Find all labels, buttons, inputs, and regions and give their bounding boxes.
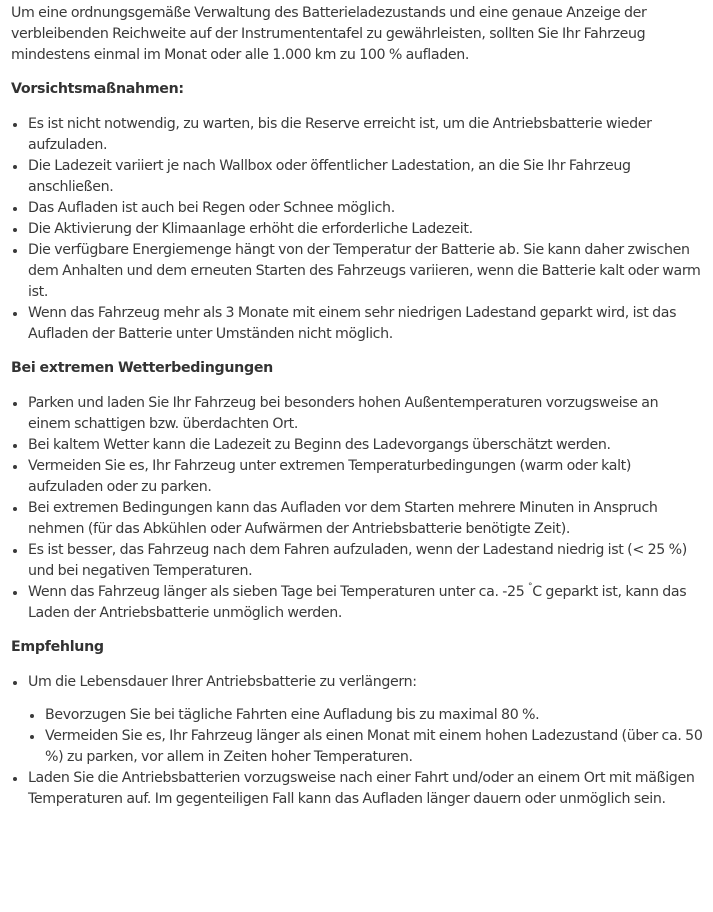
temp-text-after: C geparkt ist, kann das Laden der Antriebsbatterie unmöglich werden. bbox=[28, 584, 687, 621]
list-item: Die Aktivierung der Klimaanlage erhöht die erforderliche Ladezeit. bbox=[11, 219, 703, 240]
intro-paragraph: Um eine ordnungsgemäße Verwaltung des Batterieladezustands und eine genaue Anzeige der verbleibenden Reichweite auf der Instrumententafel zu gewährleisten, sollten Sie Ihr Fahrzeug mindestens einmal im Monat oder alle 1.000 km zu 100 % aufladen. bbox=[11, 5, 647, 63]
list-item-temperature bbox=[11, 582, 703, 624]
heading-recommendation: Empfehlung bbox=[11, 639, 104, 655]
list-item: Die verfügbare Energiemenge hängt von der Temperatur der Batterie ab. Sie kann daher zwischen dem Anhalten und dem erneuten Starten des Fahrzeugs variieren, wenn die Batterie kalt oder warm ist. bbox=[11, 240, 703, 303]
sub-list-item: Vermeiden Sie es, Ihr Fahrzeug länger als einen Monat mit einem hohen Ladezustand (über ca. 50 %) zu parken, vor allem in Zeiten hoher Temperaturen. bbox=[28, 726, 703, 768]
list-item: Bei extremen Bedingungen kann das Aufladen vor dem Starten mehrere Minuten in Anspruch nehmen (für das Abkühlen oder Aufwärmen der Antriebsbatterie benötigte Zeit). bbox=[11, 498, 703, 540]
list-item: Wenn das Fahrzeug mehr als 3 Monate mit einem sehr niedrigen Ladestand geparkt wird, ist das Aufladen der Batterie unter Umständen nicht möglich. bbox=[11, 303, 703, 345]
precautions-list bbox=[11, 114, 703, 345]
sub-list bbox=[28, 705, 703, 768]
list-item: Die Ladezeit variiert je nach Wallbox oder öffentlicher Ladestation, an die Sie Ihr Fahrzeug anschließen. bbox=[11, 156, 703, 198]
heading-precautions: Vorsichtsmaßnahmen: bbox=[11, 81, 184, 97]
list-item: Laden Sie die Antriebsbatterien vorzugsweise nach einer Fahrt und/oder an einem Ort mit mäßigen Temperaturen auf. Im gegenteiligen Fall kann das Aufladen länger dauern oder unmöglich sein. bbox=[11, 768, 703, 810]
list-item: Bei kaltem Wetter kann die Ladezeit zu Beginn des Ladevorgangs überschätzt werden. bbox=[11, 435, 703, 456]
temp-text-before: Wenn das Fahrzeug länger als sieben Tage bei Temperaturen unter ca. -25 bbox=[28, 584, 529, 600]
list-item: Parken und laden Sie Ihr Fahrzeug bei besonders hohen Außentemperaturen vorzugsweise an einem schattigen bzw. überdachten Ort. bbox=[11, 393, 703, 435]
list-item: Es ist nicht notwendig, zu warten, bis die Reserve erreicht ist, um die Antriebsbatterie wieder aufzuladen. bbox=[11, 114, 703, 156]
degree-sign: ° bbox=[528, 582, 533, 592]
list-item bbox=[11, 672, 703, 768]
list-item: Vermeiden Sie es, Ihr Fahrzeug unter extremen Temperaturbedingungen (warm oder kalt) aufzuladen oder zu parken. bbox=[11, 456, 703, 498]
list-item: Das Aufladen ist auch bei Regen oder Schnee möglich. bbox=[11, 198, 703, 219]
sub-list-item: Bevorzugen Sie bei tägliche Fahrten eine Aufladung bis zu maximal 80 %. bbox=[28, 705, 703, 726]
recommendation-list bbox=[11, 672, 703, 810]
lead-item-text: Um die Lebensdauer Ihrer Antriebsbatterie zu verlängern: bbox=[28, 674, 417, 690]
list-item: Es ist besser, das Fahrzeug nach dem Fahren aufzuladen, wenn der Ladestand niedrig ist (< 25 %) und bei negativen Temperaturen. bbox=[11, 540, 703, 582]
heading-extreme-weather: Bei extremen Wetterbedingungen bbox=[11, 360, 273, 376]
extreme-weather-list bbox=[11, 393, 703, 624]
